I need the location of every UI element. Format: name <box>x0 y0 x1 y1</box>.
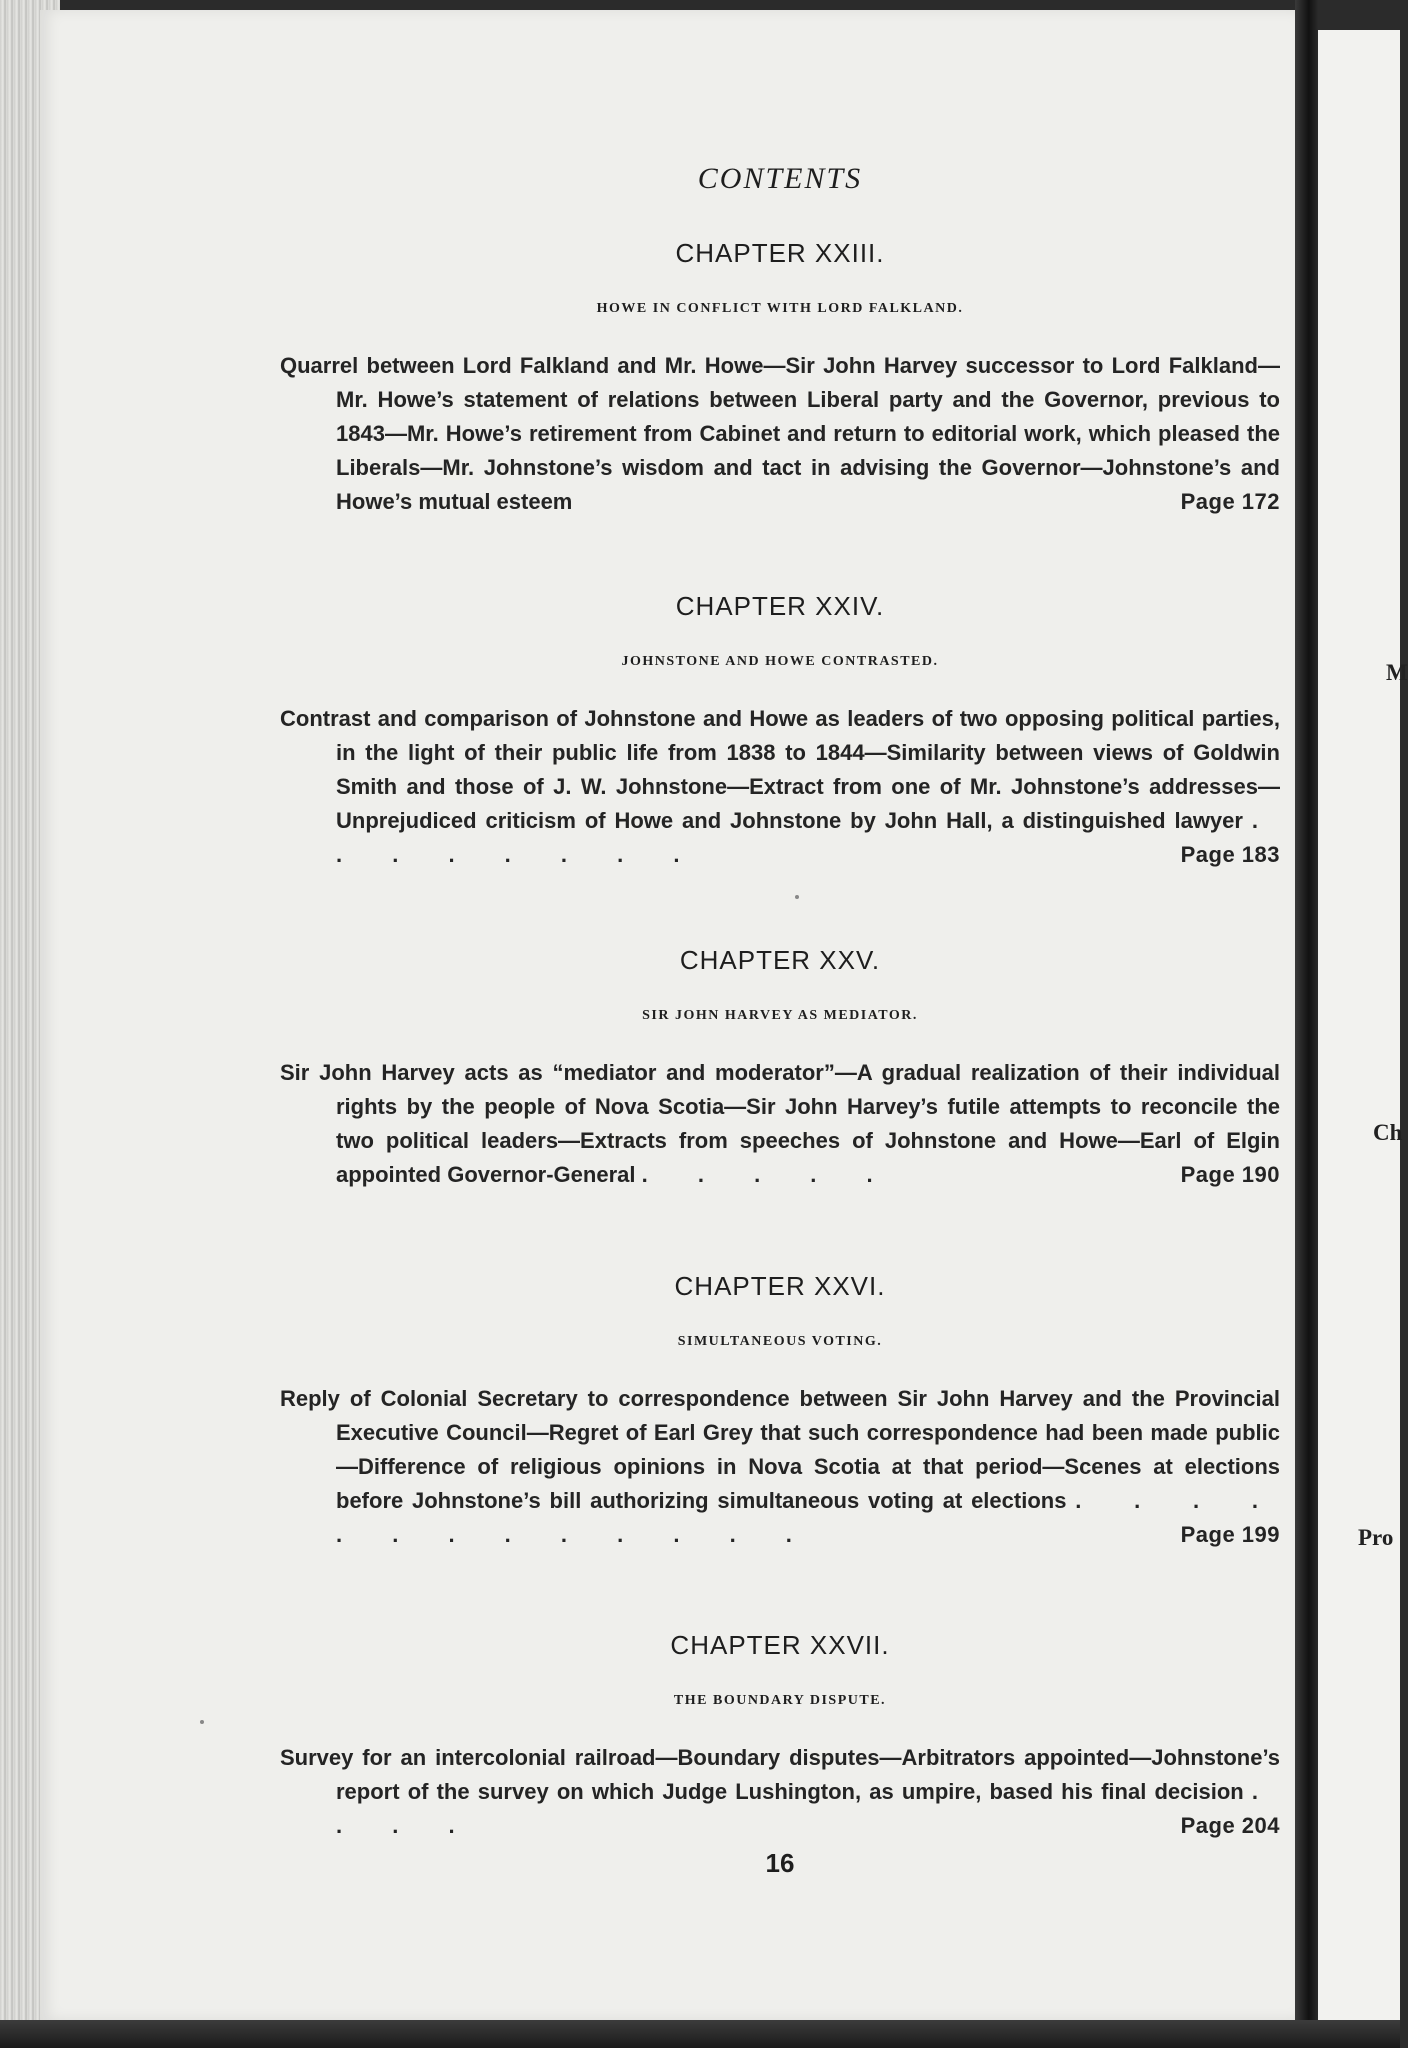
scan-bottom-edge <box>0 2020 1400 2048</box>
dot-leader: . . . . . . . . . . . . . <box>336 1488 1280 1547</box>
chapter-summary <box>280 349 1280 519</box>
dot-leader: . . . . <box>336 1779 1280 1838</box>
summary-text: Survey for an intercolonial railroad—Boundary disputes—Arbitrators appointed—Johnstone’s report of the survey on which Judge Lushington, as umpire, based his final decision <box>280 1745 1280 1804</box>
chapter-summary <box>280 1741 1280 1843</box>
summary-text: Contrast and comparison of Johnstone and Howe as leaders of two opposing political parties, in the light of their public life from 1838 to 1844—Similarity between views of Goldwin Smith and those of J. W. Johnstone—Extract from one of Mr. Johnstone’s addresses—Unprejudiced criticism of Howe and Johnstone by John Hall, a distinguished lawyer <box>280 706 1280 833</box>
page-number: 16 <box>765 1848 795 1878</box>
summary-text: Reply of Colonial Secretary to correspondence between Sir John Harvey and the Provincial Executive Council—Regret of Earl Grey that such correspondence had been made public—Difference of religious opinions in Nova Scotia at that period—Scenes at elections before Johnstone’s bill authorizing simultaneous voting at elections <box>280 1386 1280 1513</box>
chapter-number: CHAPTER XXVI. <box>674 1271 886 1301</box>
chapter-summary <box>280 1382 1280 1552</box>
chapter-title: HOWE IN CONFLICT WITH LORD FALKLAND. <box>596 301 964 316</box>
chapter-number: CHAPTER XXIII. <box>675 238 885 268</box>
adjacent-page-fragment: Pro <box>1358 1525 1394 1550</box>
print-speck <box>200 1720 204 1724</box>
book-gutter <box>1295 0 1318 2048</box>
dot-leader: . . . . . . . . <box>336 808 1280 867</box>
chapter-number: CHAPTER XXIV. <box>675 591 885 621</box>
print-speck <box>795 895 799 899</box>
summary-text: Sir John Harvey acts as “mediator and moderator”—A gradual realization of their individual rights by the people of Nova Scotia—Sir John Harvey’s futile attempts to reconcile the two political leaders—Extracts from speeches of Johnstone and Howe—Earl of Elgin appointed Governor-General <box>280 1060 1280 1187</box>
chapter-summary <box>280 702 1280 872</box>
dot-leader: . . . . . <box>641 1162 895 1187</box>
page-reference: Page 190 <box>1180 1162 1280 1187</box>
chapter-entry-xxiii <box>280 235 1280 519</box>
chapter-title: SIMULTANEOUS VOTING. <box>677 1334 883 1349</box>
page-reference: Page 204 <box>1180 1813 1280 1838</box>
book-page <box>40 10 1295 2020</box>
chapter-title: THE BOUNDARY DISPUTE. <box>673 1693 887 1708</box>
chapter-title: JOHNSTONE AND HOWE CONTRASTED. <box>621 654 939 669</box>
chapter-title: SIR JOHN HARVEY AS MEDIATOR. <box>642 1008 918 1023</box>
adjacent-page-edge <box>1318 30 1408 2020</box>
adjacent-page-fragment: Ch <box>1373 1120 1403 1145</box>
adjacent-page-fragment: M <box>1386 660 1408 685</box>
chapter-entry-xxv <box>280 942 1280 1192</box>
chapter-entry-xxiv <box>280 588 1280 872</box>
page-reference: Page 199 <box>1180 1522 1280 1547</box>
page-title: CONTENTS <box>697 162 863 195</box>
chapter-number: CHAPTER XXV. <box>679 945 881 975</box>
summary-text: Quarrel between Lord Falkland and Mr. Howe—Sir John Harvey successor to Lord Falkland—Mr. Howe’s statement of relations between Liberal party and the Governor, previous to 1843—Mr. Howe’s retirement from Cabinet and return to editorial work, which pleased the Liberals—Mr. Johnstone’s wisdom and tact in advising the Governor—Johnstone’s and Howe’s mutual esteem <box>280 353 1280 514</box>
chapter-entry-xxvii <box>280 1627 1280 1843</box>
page-reference: Page 172 <box>1180 489 1280 514</box>
chapter-number: CHAPTER XXVII. <box>670 1630 890 1660</box>
chapter-entry-xxvi <box>280 1268 1280 1552</box>
page-reference: Page 183 <box>1180 842 1280 867</box>
chapter-summary <box>280 1056 1280 1192</box>
